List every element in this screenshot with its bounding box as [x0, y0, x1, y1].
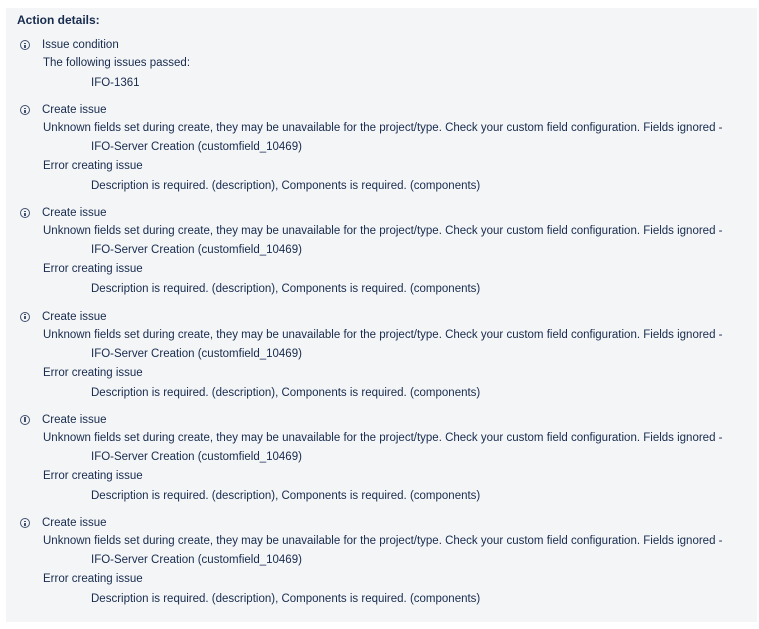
error-detail: Description is required. (description), Components is required. (components) [91, 593, 481, 606]
ignored-field: IFO-Server Creation (customfield_10469) [91, 347, 302, 360]
info-icon [20, 40, 30, 50]
entry-title: Issue condition [42, 39, 119, 51]
error-heading: Error creating issue [43, 263, 143, 276]
action-details-panel [6, 8, 757, 622]
error-detail: Description is required. (description), Components is required. (components) [91, 386, 481, 399]
entry-title: Create issue [42, 413, 107, 426]
ignored-field: IFO-Server Creation (customfield_10469) [91, 244, 302, 257]
error-detail: Description is required. (description), Components is required. (components) [91, 180, 481, 192]
create-issue-entry [6, 103, 757, 206]
ignored-field: IFO-Server Creation (customfield_10469) [91, 554, 302, 567]
error-heading: Error creating issue [43, 366, 143, 379]
create-issue-entry [6, 310, 757, 413]
condition-message: The following issues passed: [43, 57, 191, 69]
unknown-fields-warning: Unknown fields set during create, they may be unavailable for the project/type. Check your custom field configuration. Fields ignored - [43, 535, 723, 548]
ignored-field: IFO-Server Creation (customfield_10469) [91, 450, 302, 463]
unknown-fields-warning: Unknown fields set during create, they may be unavailable for the project/type. Check your custom field configuration. Fields ignored - [43, 122, 723, 134]
info-icon [20, 208, 30, 218]
error-heading: Error creating issue [43, 469, 143, 482]
info-icon [20, 312, 30, 322]
ignored-field: IFO-Server Creation (customfield_10469) [91, 141, 302, 153]
create-issue-entry [6, 516, 757, 619]
unknown-fields-warning: Unknown fields set during create, they may be unavailable for the project/type. Check your custom field configuration. Fields ignored - [43, 431, 723, 444]
error-detail: Description is required. (description), Components is required. (components) [91, 489, 481, 502]
info-icon [20, 518, 30, 528]
create-issue-entry [6, 206, 757, 309]
passed-issue-key: IFO-1361 [91, 77, 140, 89]
action-entries [6, 38, 757, 619]
error-heading: Error creating issue [43, 160, 143, 172]
create-issue-entry [6, 413, 757, 516]
panel-title: Action details: [17, 13, 100, 27]
error-detail: Description is required. (description), Components is required. (components) [91, 283, 481, 296]
error-heading: Error creating issue [43, 573, 143, 586]
unknown-fields-warning: Unknown fields set during create, they may be unavailable for the project/type. Check your custom field configuration. Fields ignored - [43, 328, 723, 341]
entry-title: Create issue [42, 310, 107, 323]
info-icon [20, 105, 30, 115]
entry-title: Create issue [42, 517, 107, 530]
unknown-fields-warning: Unknown fields set during create, they may be unavailable for the project/type. Check your custom field configuration. Fields ignored - [43, 225, 723, 238]
issue-condition-entry [6, 38, 757, 103]
entry-title: Create issue [42, 104, 107, 116]
info-icon [20, 415, 30, 425]
entry-title: Create issue [42, 207, 107, 220]
